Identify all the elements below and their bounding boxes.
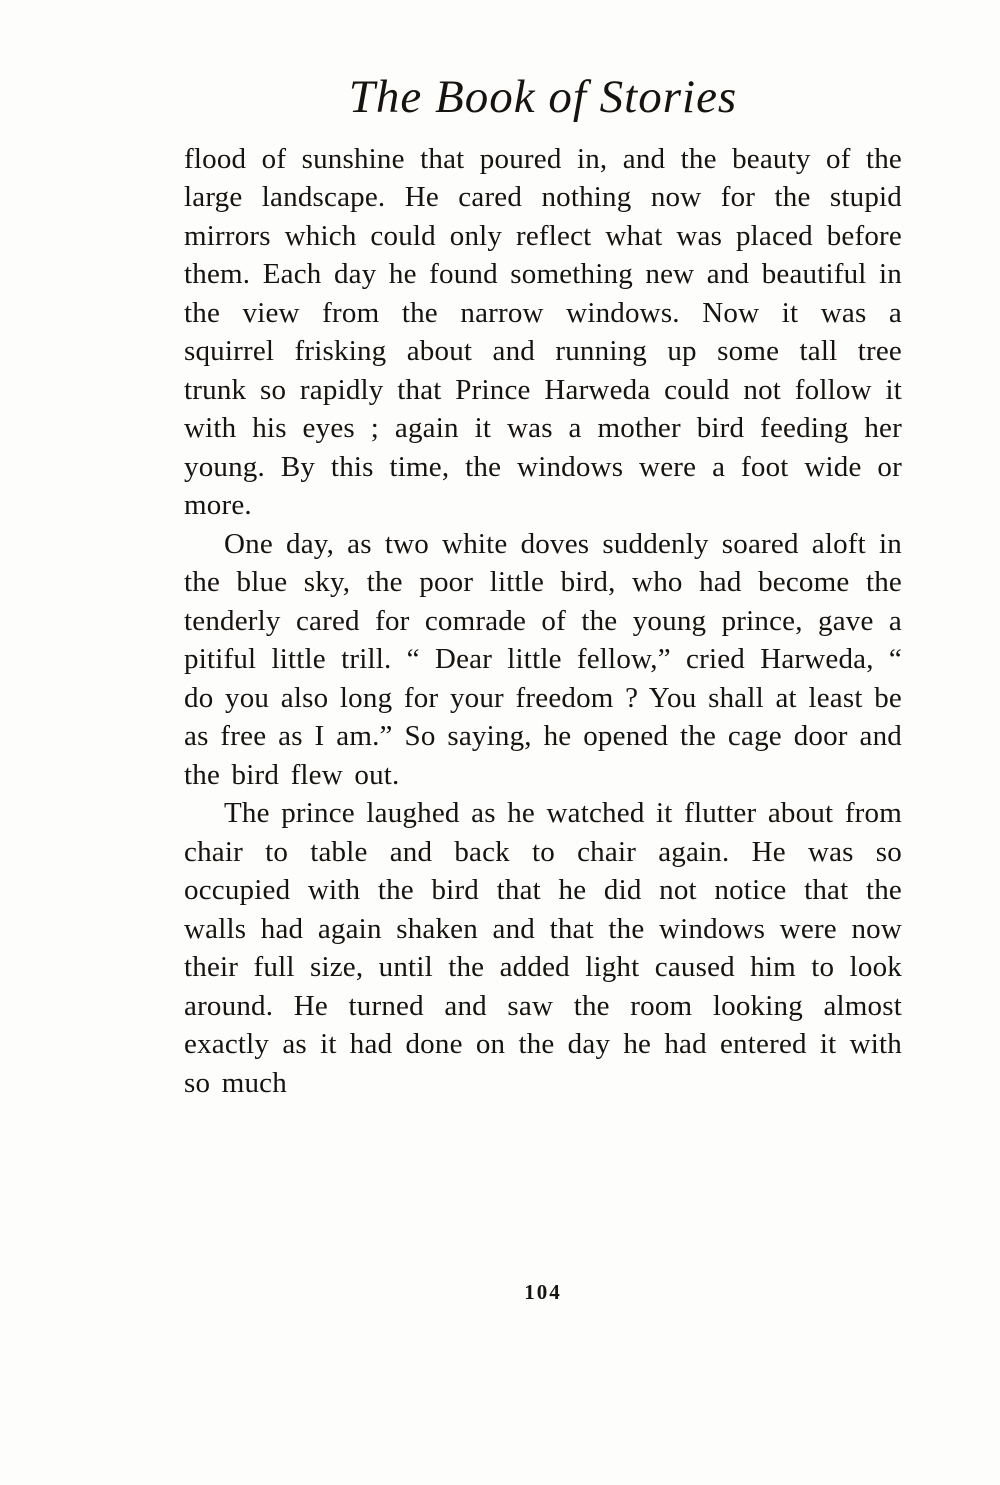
page-title: The Book of Stories [348,71,738,123]
paragraph: One day, as two white doves suddenly soared aloft in the blue sky, the poor little bird, who had become the tenderly cared for comrade of the young prince, gave a pitiful little trill. “ Dear little fellow,” cried Harweda, “ do you also long for your freedom ? You shall at least be as free as I am.” So saying, he opened the cage door and the bird flew out. [184,527,902,791]
paragraph: The prince laughed as he watched it flutter about from chair to table and back to chair again. He was so occupied with the bird that he did not notice that the walls had again shaken and that the windows were now their full size, until the added light caused him to look around. He turned and saw the room looking almost exactly as it had done on the day he had entered it with so much [184,797,902,1099]
paragraph: flood of sunshine that poured in, and the beauty of the large landscape. He cared nothing now for the stupid mirrors which could only reflect what was placed before them. Each day he found something new and beautiful in the view from the narrow windows. Now it was a squirrel frisking about and running up some tall tree trunk so rapidly that Prince Harweda could not follow it with his eyes ; again it was a mother bird feeding her young. By this time, the windows were a foot wide or more. [184,142,902,522]
page-number: 104 [524,1280,562,1304]
body-text [184,140,902,1103]
text-column [184,72,902,1102]
